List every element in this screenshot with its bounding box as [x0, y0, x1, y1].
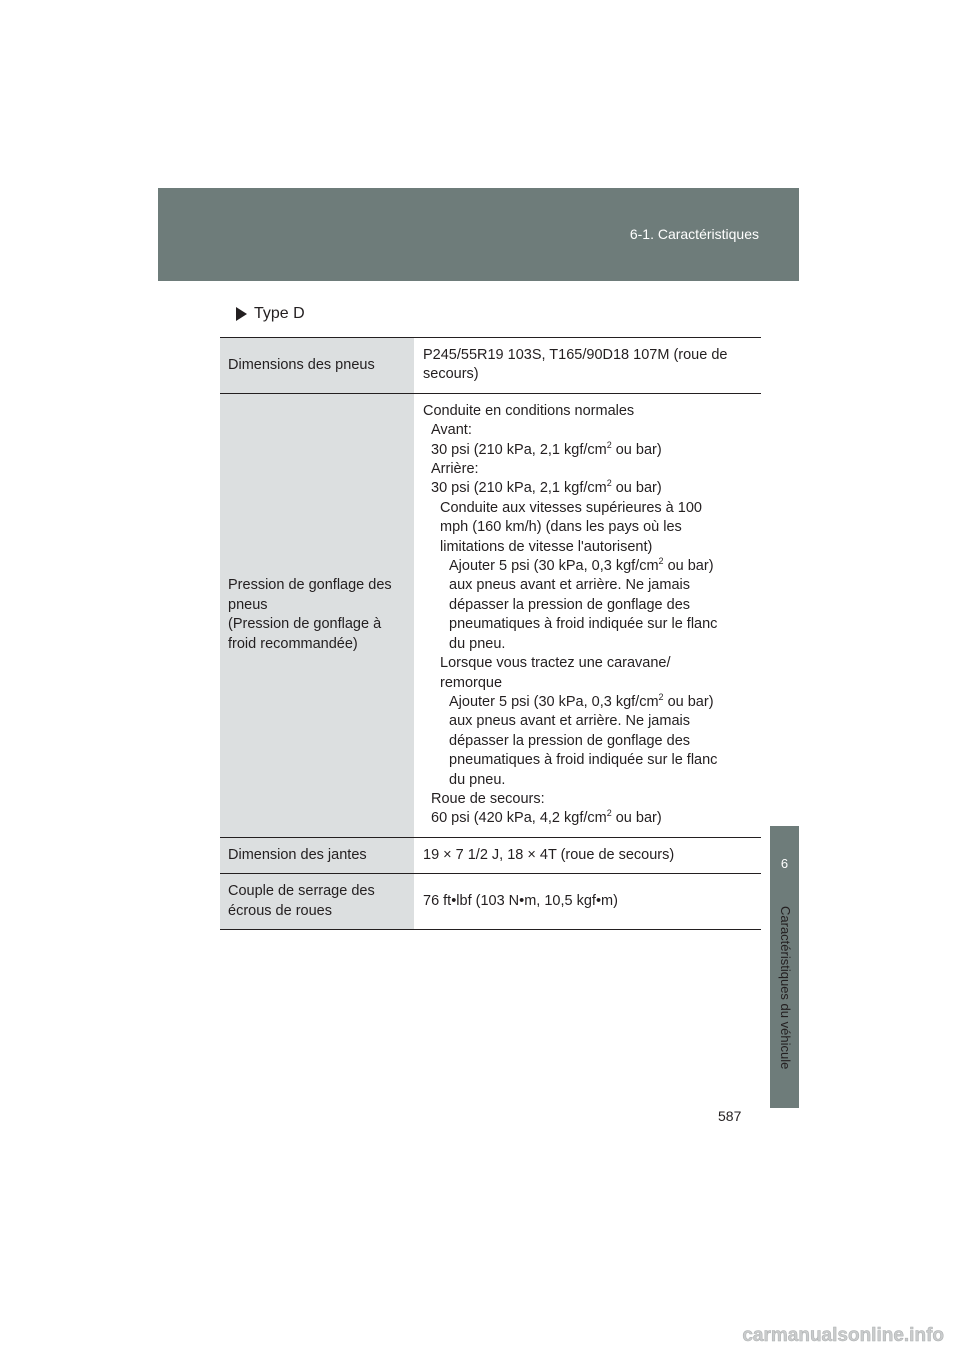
value-line: Avant: [431, 422, 472, 439]
heading-text: Type D [254, 305, 305, 322]
value-line: Conduite en conditions normales [423, 402, 635, 419]
label-line: (Pression de gonflage à [228, 616, 382, 633]
value-line [423, 693, 753, 712]
table-row [220, 338, 761, 394]
label-line: Pression de gonflage des [228, 577, 392, 594]
value-line: pneumatiques à froid indiquée sur le flanc [449, 616, 718, 633]
chapter-number: 6 [780, 856, 789, 871]
unit-suffix: ou bar) [663, 693, 714, 710]
label-line: Couple de serrage des [228, 883, 375, 900]
row-value: 76 ft•lbf (103 N•m, 10,5 kgf•m) [414, 874, 761, 930]
value-line: limitations de vitesse l'autorisent) [440, 538, 653, 555]
pressure-value: 30 psi (210 kPa, 2,1 kgf/cm [431, 441, 607, 458]
value-line: Lorsque vous tractez une caravane/ [440, 655, 671, 672]
label-line: pneus [228, 596, 268, 613]
table-row [220, 837, 761, 873]
section-title: 6-1. Caractéristiques [629, 226, 759, 242]
value-line: Arrière: [431, 461, 479, 478]
value-line: dépasser la pression de gonflage des [449, 596, 691, 613]
row-label: Dimension des jantes [220, 837, 414, 873]
pressure-value: Ajouter 5 psi (30 kPa, 0,3 kgf/cm [449, 693, 659, 710]
row-label: Dimensions des pneus [220, 338, 414, 394]
value-line: Roue de secours: [431, 790, 545, 807]
spec-table [220, 337, 761, 930]
watermark-logo [628, 1322, 948, 1348]
superscript: 2 [606, 808, 612, 819]
row-value [414, 338, 761, 394]
section-heading [236, 305, 305, 323]
pressure-value: Ajouter 5 psi (30 kPa, 0,3 kgf/cm [449, 558, 659, 575]
pressure-value: 60 psi (420 kPa, 4,2 kgf/cm [431, 810, 607, 827]
value-line: du pneu. [449, 635, 506, 652]
row-value [414, 393, 761, 837]
chapter-label: Caractéristiques du véhicule [778, 906, 793, 1070]
value-line: P245/55R19 103S, T165/90D18 107M (roue de [423, 347, 728, 363]
value-line: mph (160 km/h) (dans les pays où les [440, 519, 682, 536]
row-label [220, 874, 414, 930]
value-line: aux pneus avant et arrière. Ne jamais [449, 577, 690, 594]
page-number: 587 [718, 1108, 742, 1124]
superscript: 2 [658, 691, 664, 702]
value-line: remorque [440, 674, 503, 691]
value-line: pneumatiques à froid indiquée sur le flanc [449, 752, 718, 769]
value-line [423, 441, 753, 460]
value-line: aux pneus avant et arrière. Ne jamais [449, 713, 690, 730]
value-line: Conduite aux vitesses supérieures à 100 [440, 499, 702, 516]
table-row [220, 393, 761, 837]
pressure-value: 30 psi (210 kPa, 2,1 kgf/cm [431, 480, 607, 497]
value-line: du pneu. [449, 771, 506, 788]
unit-suffix: ou bar) [663, 558, 714, 575]
row-label [220, 393, 414, 837]
unit-suffix: ou bar) [611, 810, 662, 827]
row-value: 19 × 7 1/2 J, 18 × 4T (roue de secours) [414, 837, 761, 873]
unit-suffix: ou bar) [611, 480, 662, 497]
label-line: froid recommandée) [228, 635, 358, 652]
superscript: 2 [606, 439, 612, 450]
superscript: 2 [606, 478, 612, 489]
value-line: secours) [423, 366, 479, 383]
header-band [158, 188, 799, 281]
watermark-text: carmanualsonline.info [742, 1325, 944, 1346]
table-row [220, 874, 761, 930]
unit-suffix: ou bar) [611, 441, 662, 458]
value-line [423, 809, 753, 828]
value-line [423, 557, 753, 576]
superscript: 2 [658, 556, 664, 567]
value-line [423, 479, 753, 498]
label-line: écrous de roues [228, 902, 332, 919]
value-line: dépasser la pression de gonflage des [449, 732, 691, 749]
triangle-bullet-icon [236, 307, 247, 321]
